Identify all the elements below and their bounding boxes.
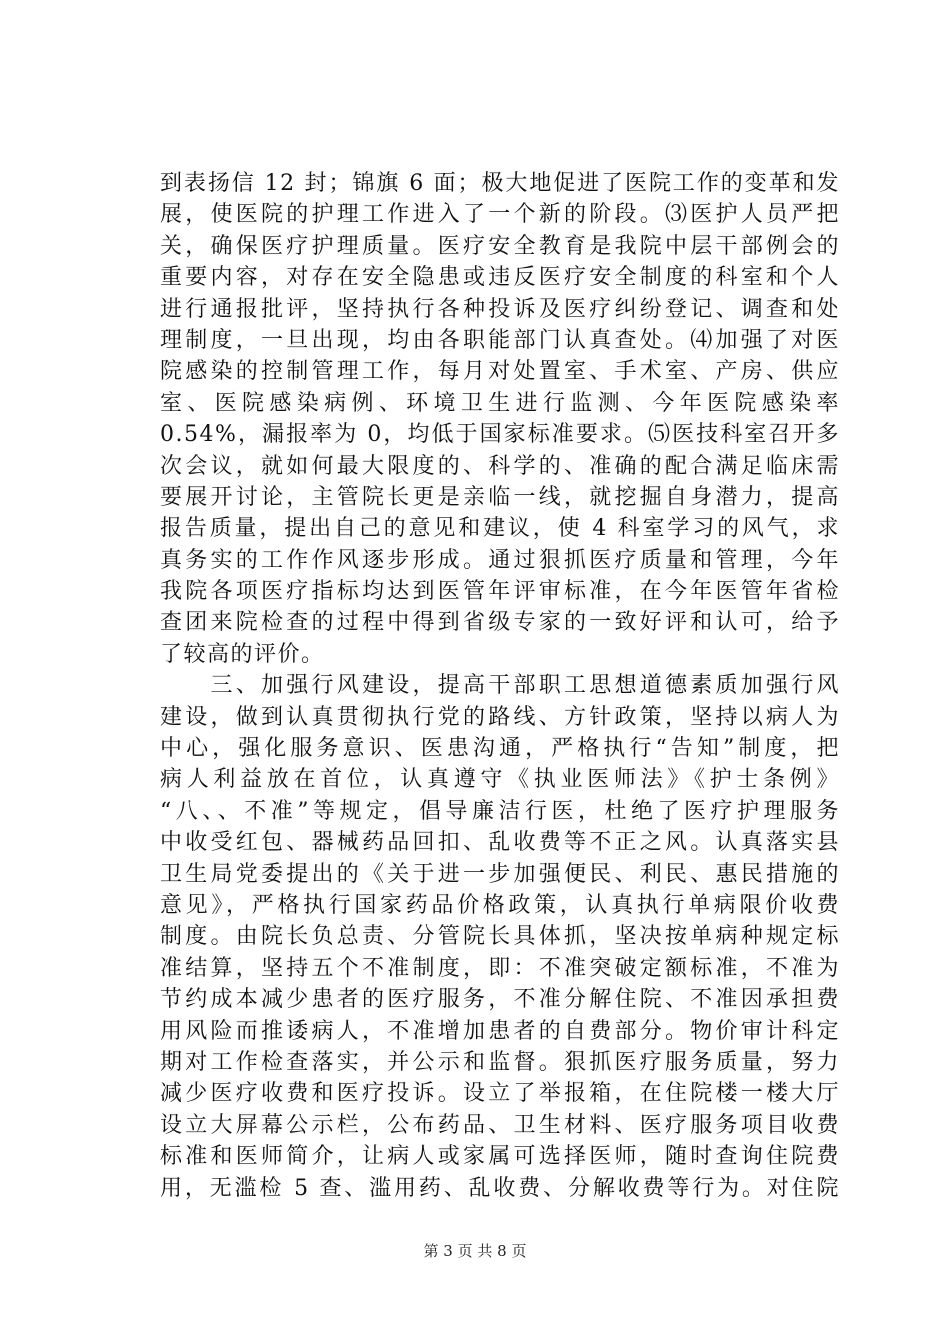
text-line: 进行通报批评，坚持执行各种投诉及医疗纠纷登记、调查和处 [160,296,840,322]
text-line: 理制度，一旦出现，均由各职能部门认真查处。⑷加强了对医 [160,327,840,353]
text-line: 中收受红包、器械药品回扣、乱收费等不正之风。认真落实县 [160,830,840,856]
text-line: 节约成本减少患者的医疗服务，不准分解住院、不准因承担费 [160,987,840,1013]
text-line: 制度。由院长负总责、分管院长具体抓，坚决按单病种规定标 [160,924,840,950]
text-line: 室、医院感染病例、环境卫生进行监测、今年医院感染率 [160,390,840,416]
text-line: 0.54%，漏报率为 0，均低于国家标准要求。⑸医技科室召开多 [160,422,840,448]
text-line: 要展开讨论，主管院长更是亲临一线，就挖掘自身潜力，提高 [160,484,840,510]
text-line: 三、加强行风建设，提高干部职工思想道德素质加强行风 [160,673,840,699]
text-line: 了较高的评价。 [160,641,325,667]
text-line: 报告质量，提出自己的意见和建议，使 4 科室学习的风气，求 [160,516,840,542]
text-line: 重要内容，对存在安全隐患或违反医疗安全制度的科室和个人 [160,265,840,291]
text-line: 建设，做到认真贯彻执行党的路线、方针政策，坚持以病人为 [160,704,840,730]
text-line: “八、、不准”等规定，倡导廉洁行医，杜绝了医疗护理服务 [160,798,840,824]
text-line: 展，使医院的护理工作进入了一个新的阶段。⑶医护人员严把 [160,202,840,228]
text-line: 病人利益放在首位，认真遵守《执业医师法》《护士条例》 [160,767,840,793]
text-line: 我院各项医疗指标均达到医管年评审标准，在今年医管年省检 [160,579,840,605]
text-line: 院感染的控制管理工作，每月对处置室、手术室、产房、供应 [160,359,840,385]
text-line: 到表扬信 12 封；锦旗 6 面；极大地促进了医院工作的变革和发 [160,171,840,196]
text-line: 期对工作检查落实，并公示和监督。狠抓医疗服务质量，努力 [160,1049,840,1075]
text-line: 次会议，就如何最大限度的、科学的、准确的配合满足临床需 [160,453,840,479]
text-line: 设立大屏幕公示栏，公布药品、卫生材料、医疗服务项目收费 [160,1112,840,1138]
text-line: 中心，强化服务意识、医患沟通，严格执行“告知”制度，把 [160,736,840,762]
text-line: 卫生局党委提出的《关于进一步加强便民、利民、惠民措施的 [160,861,840,887]
text-line: 意见》，严格执行国家药品价格政策，认真执行单病限价收费 [160,892,840,918]
text-line: 查团来院检查的过程中得到省级专家的一致好评和认可，给予 [160,610,840,636]
text-line: 用，无滥检 5 查、滥用药、乱收费、分解收费等行为。对住院 [160,1175,840,1201]
text-line: 准结算，坚持五个不准制度，即：不准突破定额标准，不准为 [160,955,840,981]
text-line: 真务实的工作作风逐步形成。通过狠抓医疗质量和管理，今年 [160,547,840,573]
body-text [160,168,840,1204]
text-line: 标准和医师简介，让病人或家属可选择医师，随时查询住院费 [160,1144,840,1170]
text-line: 用风险而推诿病人，不准增加患者的自费部分。物价审计科定 [160,1018,840,1044]
page-number: 第 3 页 共 8 页 [423,1242,527,1260]
text-line: 减少医疗收费和医疗投诉。设立了举报箱，在住院楼一楼大厅 [160,1081,840,1107]
text-line: 关，确保医疗护理质量。医疗安全教育是我院中层干部例会的 [160,233,840,259]
